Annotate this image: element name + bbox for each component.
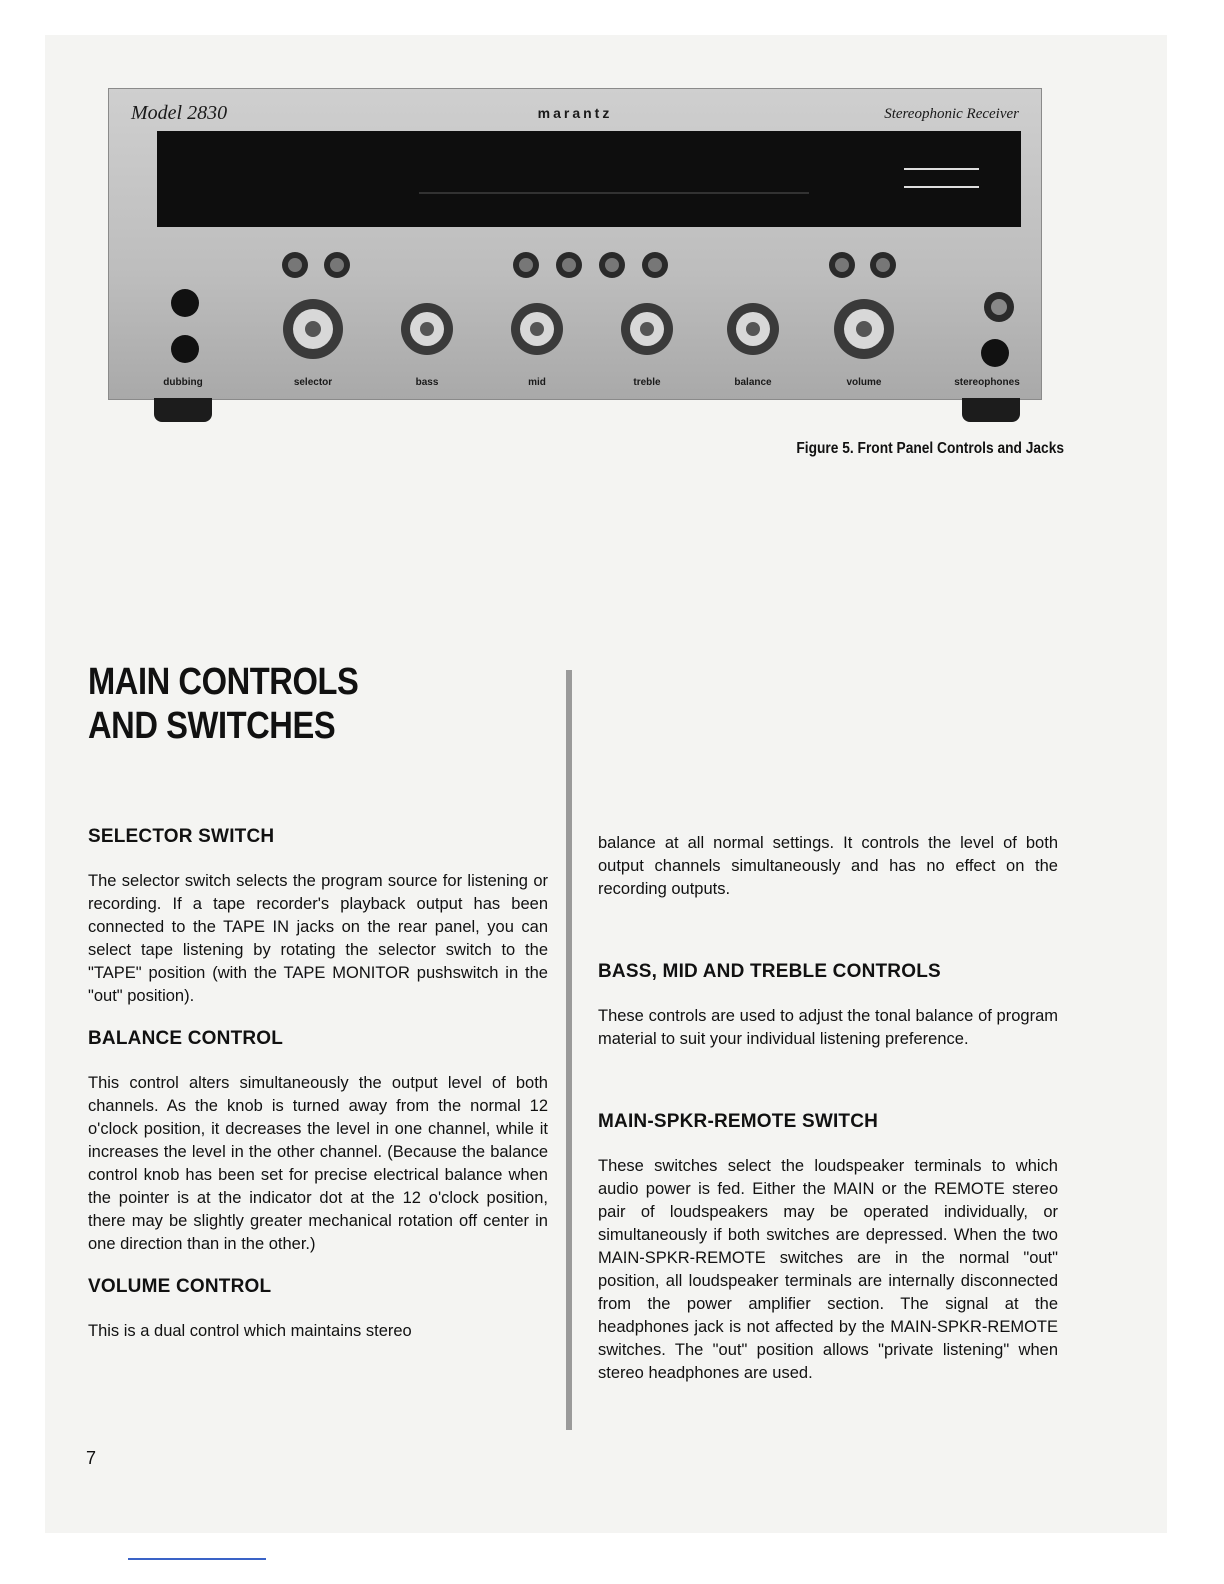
power-switch [984,292,1014,322]
section-title-line-2: AND SWITCHES [88,705,336,747]
panel-label-mid: mid [528,377,546,388]
tone-controls-text: These controls are used to adjust the tonal balance of program material to suit your individual listening preference. [598,1007,1058,1048]
selector-switch-heading: SELECTOR SWITCH [88,826,275,847]
treble-knob [621,303,673,355]
stereophones-jack [981,339,1009,367]
filter-buttons [513,252,668,278]
panel-label-dubbing: dubbing [163,377,203,388]
selector-switch-text: The selector switch selects the program source for listening or recording. If a tape recorder's playback output has been connected to the TAPE IN jacks on the rear panel, you can select tape listening by rotating the selector switch to the "TAPE" position (with the TAPE MONITOR pushswitch in the "out" position). [88,872,548,1005]
model-label: Model 2830 [131,102,228,124]
volume-control-text-continued: balance at all normal settings. It controls the level of both output channels simultaneously and has no effect on the recording outputs. [598,834,1058,898]
section-title-line-1: MAIN CONTROLS [88,661,359,703]
balance-knob [727,303,779,355]
speaker-switch-text: These switches select the loudspeaker terminals to which audio power is fed. Either the MAIN or the REMOTE stereo pair of loudspeakers may be operated individually, or simultaneously if both switches are depressed. When the two MAIN-SPKR-REMOTE switches are in the normal "out" position, all loudspeaker terminals are internally disconnected from the power amplifier section. The signal at the headphones jack is not affected by the MAIN-SPKR-REMOTE switches. The "out" position allows "private listening" when stereo headphones are used. [598,1157,1058,1382]
left-column [88,826,548,1363]
volume-control-text: This is a dual control which maintains stereo [88,1322,412,1340]
column-divider [566,670,572,1430]
receiver-illustration [109,89,1041,399]
dial-window [157,131,1021,227]
panel-label-selector: selector [293,377,333,388]
bass-knob [401,303,453,355]
panel-label-balance: balance [734,377,772,388]
subtitle-label: Stereophonic Receiver [884,106,1019,122]
dubbing-jacks [171,289,199,363]
panel-label-stereophones: stereophones [954,377,1020,388]
right-column [598,832,1058,1405]
figure-caption: Figure 5. Front Panel Controls and Jacks [796,440,1064,457]
tone-controls-heading: BASS, MID AND TREBLE CONTROLS [598,961,941,982]
page-number: 7 [86,1448,97,1468]
volume-control-heading: VOLUME CONTROL [88,1276,272,1297]
panel-label-volume: volume [846,377,882,388]
selector-knob [283,299,343,359]
balance-control-heading: BALANCE CONTROL [88,1028,284,1049]
receiver-foot-right [962,398,1020,422]
balance-control-text: This control alters simultaneously the output level of both channels. As the knob is turned away from the normal 12 o'clock position, it decreases the level in one channel, while it increases the level in the other channel. (Because the balance control knob has been set for precise electrical balance when the pointer is at the indicator dot at the 12 o'clock position, there may be slightly greater mechanical rotation off center in one direction than in the other.) [88,1074,548,1253]
volume-knob [834,299,894,359]
panel-label-bass: bass [415,377,439,388]
panel-label-treble: treble [633,377,661,388]
mid-knob [511,303,563,355]
receiver-foot-left [154,398,212,422]
brand-label: marantz [537,105,613,121]
tape-monitor-buttons [282,252,350,278]
receiver-front-panel-photo [108,88,1042,400]
speaker-switch-heading: MAIN-SPKR-REMOTE SWITCH [598,1111,879,1132]
blue-underline [128,1558,266,1560]
speaker-buttons [829,252,896,278]
section-title [88,660,484,748]
